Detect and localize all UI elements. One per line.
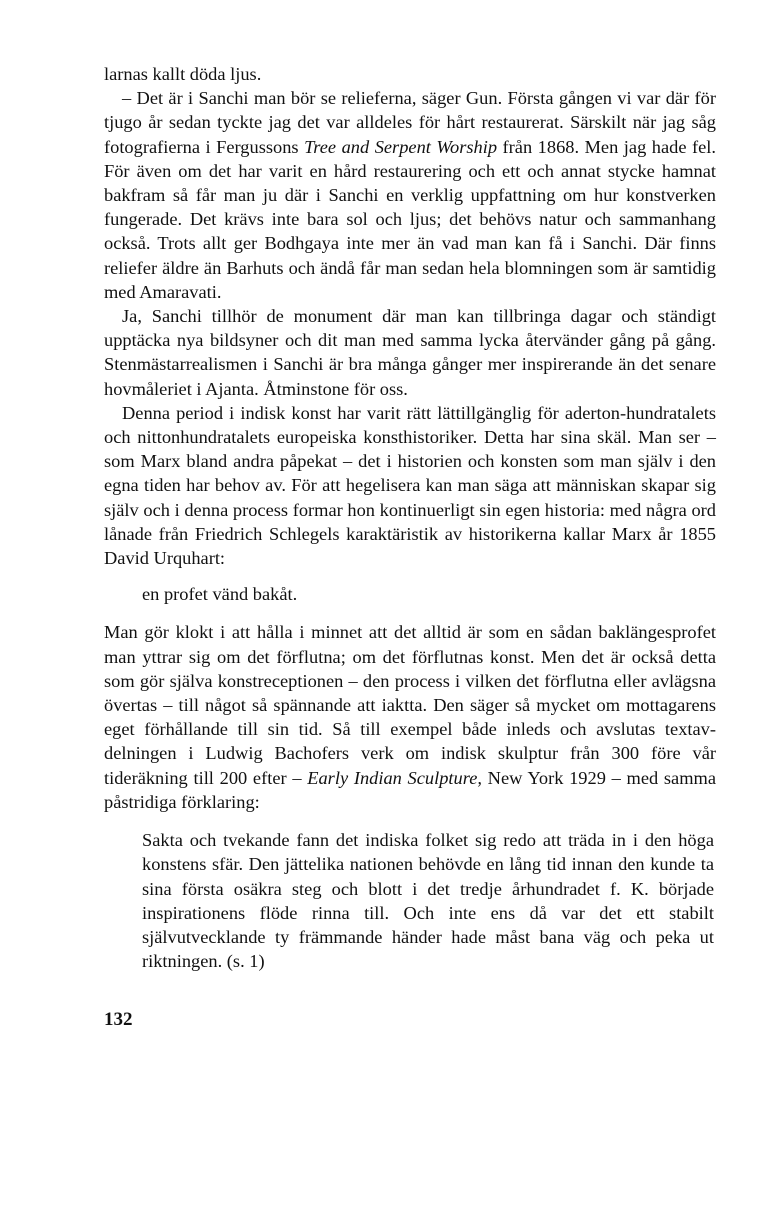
- paragraph-period: Denna period i indisk konst har varit rätt lättillgänglig för aderton-hundratalets och nittonhundratalets europeiska konsthistoriker. Detta har sina skäl. Man ser – som Marx bland andra påpekat – det i historien och konsten som man själv i den egna tiden har behov av. För att hegelisera kan man säga att människan skapar sig själv och i denna process formar hon kontinuerligt sin egen historia: med några ord lånade från Friedrich Schlegels karaktäristik av historikerna kallar Marx år 1855 David Urquhart:: [104, 402, 716, 569]
- paragraph-text: – Det är i Sanchi man bör se relieferna, säger Gun. Första gången vi var där för tjugo år sedan tyckte jag det var alldeles för hårt restaurerat. Särskilt när jag såg fotografierna i Fergussons: [104, 88, 716, 157]
- quote-prophet: en profet vänd bakåt.: [142, 584, 298, 605]
- block-quote-bachofer: Sakta och tvekande fann det indiska folket sig redo att träda in i den höga konstens sfär. Den jättelika nationen behövde en lång tid innan den kunde ta sina första osäkra steg och blott i det tredje århundradet f. K. började inspirationens flöde rinna till. Och inte ens då var det ett stabilt självutvecklande ty främmande händer hade måst bana väg och peka ut riktningen. (s. 1): [142, 830, 714, 972]
- body-text: [104, 62, 716, 973]
- book-title: Early Indian Sculpture,: [307, 767, 482, 788]
- paragraph-continuation: larnas kallt döda ljus.: [104, 64, 262, 84]
- paragraph-sanchi-monument: Ja, Sanchi tillhör de monument där man kan tillbringa dagar och ständigt upptäcka nya bildsyner och dit man med samma lycka återvänder gång på gång. Stenmästarrealismen i Sanchi är bra många gånger mer inspirerande än det senare hovmåleriet i Ajanta. Åtminstone för oss.: [104, 306, 716, 399]
- paragraph-text: New York 1929 – med samma påstridiga förklaring:: [104, 767, 716, 812]
- book-title: Tree and Serpent Worship: [304, 136, 498, 157]
- paragraph-text: Man gör klokt i att hålla i minnet att det alltid är som en sådan baklängesprofet man yttrar sig om det förflutna; om det förflutnas konst. Men det är också detta som gör själva konstreceptionen – den process i vilken det förflutna eller avlägsna övertas – till något så spännande att iaktta. Den säger så mycket om mottagarens eget förhållande till sin tid. Så till exempel både inleds och avslutas textav-delningen i Ludwig Bachofers verk om indisk skulptur från 300 före vår tideräkning till 200 efter –: [104, 622, 716, 788]
- paragraph-reception: [104, 620, 716, 814]
- spacer: [104, 814, 716, 828]
- paragraph-sanchi-reliefs: [104, 86, 716, 304]
- spacer: [104, 606, 716, 620]
- paragraph-text: från 1868. Men jag hade fel. För även om det har varit en hård restaurering och ett och annat stycke hamnat bakfram så får man ju där i Sanchi en verklig uppfattning om hur konstverken fungerade. Det krävs inte bara sol och ljus; det behövs natur och sammanhang också. Trots allt ger Bodhgaya inte mer än vad man kan få i Sanchi. Där finns reliefer äldre än Barhuts och ändå får man sedan hela blomningen som är samtidig med Amaravati.: [104, 136, 716, 302]
- page-number: 132: [104, 1009, 133, 1030]
- spacer: [104, 570, 716, 582]
